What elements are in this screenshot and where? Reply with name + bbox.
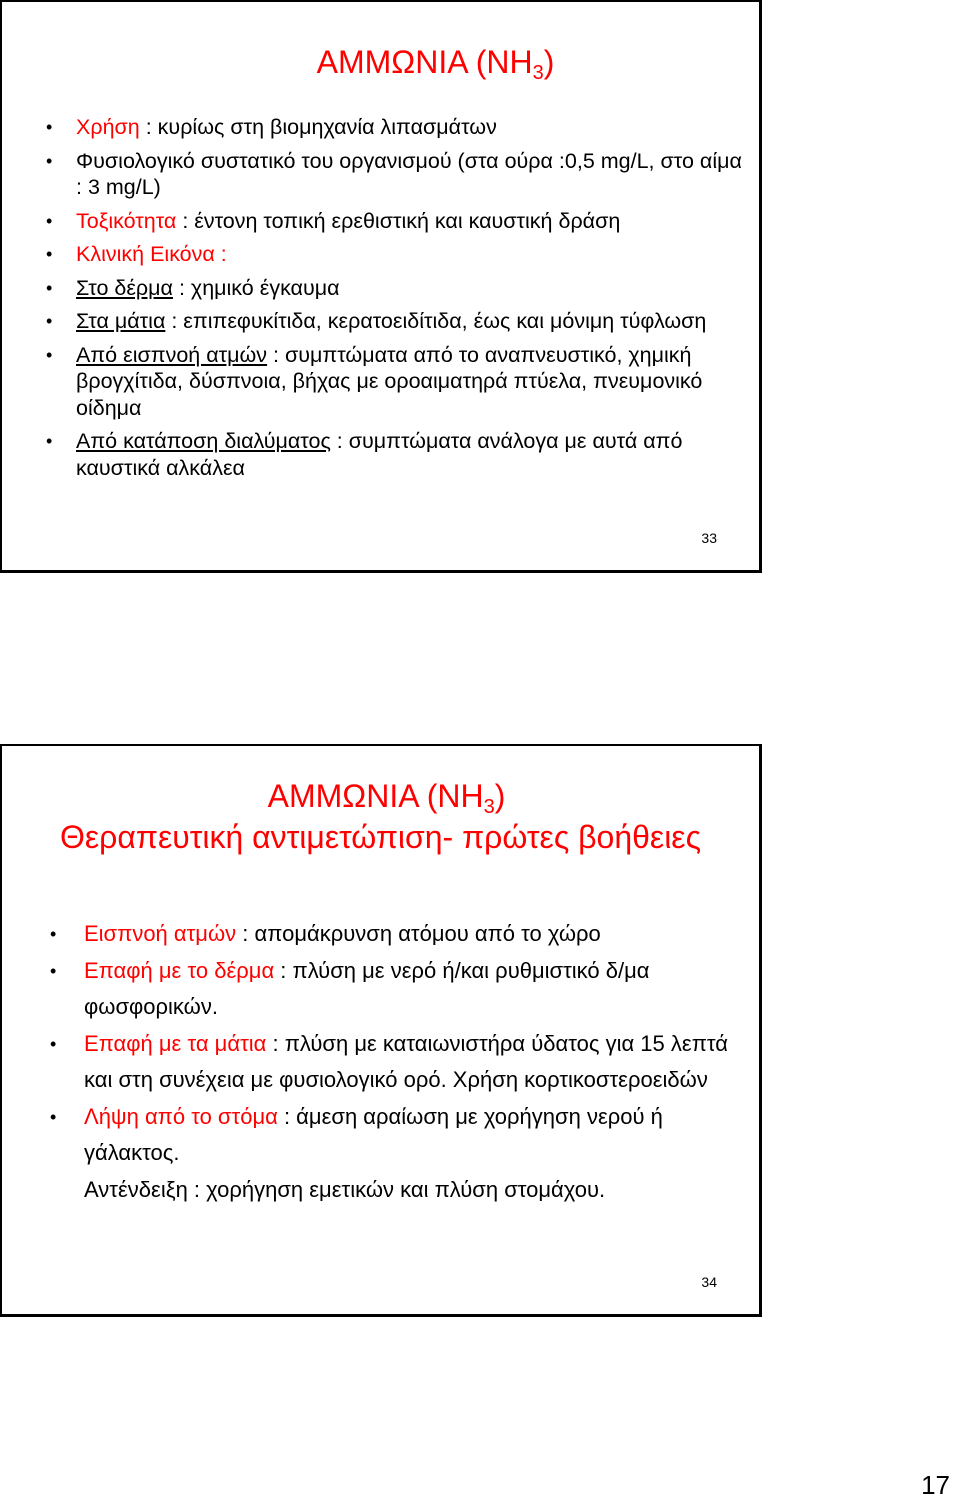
slide-subtitle: Θεραπευτική αντιμετώπιση- πρώτες βοήθειες [60, 819, 701, 855]
bullet-icon: • [46, 311, 53, 331]
list-item: • Στο δέρμα : χημικό έγκαυμα [46, 275, 340, 300]
bullet-list [50, 916, 744, 1208]
page-number: 17 [921, 1470, 950, 1500]
list-item: • Από εισπνοή ατμών : συμπτώματα από το αναπνευστικό, χημική βρογχίτιδα, δύσπνοια, βήχας με οροαιματηρά πτύελα, πνευμονικό οίδημα [46, 342, 703, 420]
bullet-icon: • [46, 431, 53, 451]
slide-number: 34 [701, 1274, 717, 1290]
bullet-icon: • [46, 244, 53, 264]
list-item: • Λήψη από το στόμα : άμεση αραίωση με χορήγηση νερού ή γάλακτος. Αντένδειξη : χορήγηση εμετικών και πλύση στομάχου. [84, 1099, 744, 1209]
slide-number: 33 [701, 530, 717, 546]
slide-33 [0, 0, 762, 573]
bullet-icon: • [50, 1106, 57, 1127]
list-item: • Φυσιολογικό συστατικό του οργανισμού (στα ούρα :0,5 mg/L, στο αίμα : 3 mg/L) [46, 148, 742, 199]
list-item: • Επαφή με το δέρμα : πλύση με νερό ή/και ρυθμιστικό δ/μα φωσφορικών. [84, 953, 744, 1026]
slide-title: ΑΜΜΩΝΙΑ $(NH_3)$ [316, 44, 555, 84]
bullet-icon: • [46, 117, 53, 137]
slide-title: ΑΜΜΩΝΙΑ $(NH_3)$ [267, 778, 506, 818]
list-item: • Επαφή με τα μάτια : πλύση με καταιωνιστήρα ύδατος για 15 λεπτά και στη συνέχεια με φυσιολογικό ορό. Χρήση κορτικοστεροειδών [84, 1026, 744, 1099]
bullet-icon: • [50, 1033, 57, 1054]
bullet-icon: • [50, 960, 57, 981]
bullet-icon: • [46, 210, 53, 231]
bullet-icon: • [46, 344, 53, 365]
bullet-icon: • [46, 277, 53, 298]
slide-34 [0, 744, 762, 1317]
list-item: • Στα μάτια : επιπεφυκίτιδα, κερατοειδίτιδα, έως και μόνιμη τύφλωση [46, 309, 707, 333]
list-item: • Χρήση : κυρίως στη βιομηχανία λιπασμάτων [46, 115, 497, 139]
bullet-icon: • [50, 924, 57, 944]
list-item: • Από κατάποση διαλύματος : συμπτώματα ανάλογα με αυτά από καυστικά αλκάλεα [46, 429, 683, 480]
bullet-icon: • [46, 150, 53, 171]
contraindication-text: Αντένδειξη : χορήγηση εμετικών και πλύση στομάχου. [84, 1176, 606, 1202]
bullet-list [46, 114, 746, 488]
list-item: • Εισπνοή ατμών : απομάκρυνση ατόμου από το χώρο [84, 916, 744, 953]
list-item: • Τοξικότητα : έντονη τοπική ερεθιστική και καυστική δράση [46, 208, 621, 233]
list-item: • Κλινική Εικόνα : [46, 242, 227, 266]
